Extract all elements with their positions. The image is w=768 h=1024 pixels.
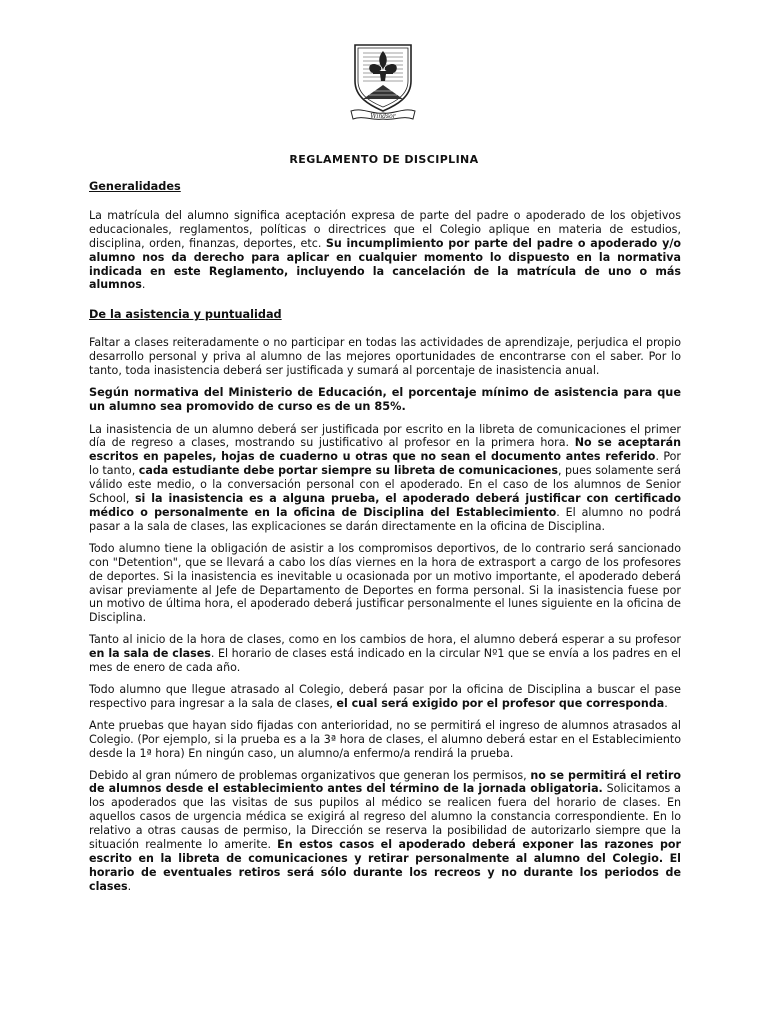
paragraph: [89, 633, 681, 675]
paragraph: [89, 542, 681, 625]
paragraph: [89, 423, 681, 534]
school-crest-logo: [343, 41, 423, 123]
bold-text-run: no se permitirá el retiro de alumnos desde el establecimiento antes del término de la jornada obligatoria.: [89, 768, 681, 796]
bold-text-run: cada estudiante debe portar siempre su libreta de comunicaciones: [138, 464, 558, 478]
text-run: La matrícula del alumno significa aceptación expresa de parte del padre o apoderado de los objetivos educacionales, reglamentos, políticas o directrices que el Colegio aplique en materia de estudios, disciplina, orden, finanzas, deportes, etc.: [89, 208, 681, 250]
section-heading: De la asistencia y puntualidad: [89, 308, 282, 322]
text-run: La inasistencia de un alumno deberá ser justificada por escrito en la libreta de comunicaciones el primer día de regreso a clases, mostrando su justificativo al profesor en la primera hora.: [89, 422, 681, 450]
bold-text-run: No se aceptarán escritos en papeles, hojas de cuaderno u otras que no sean el documento antes referido: [89, 436, 681, 464]
text-run: .: [127, 879, 132, 893]
paragraph: [89, 386, 681, 415]
bold-text-run: Según normativa del Ministerio de Educación, el porcentaje mínimo de asistencia para que un alumno sea promovido de curso es de un 85%.: [89, 385, 681, 414]
text-run: Todo alumno tiene la obligación de asistir a los compromisos deportivos, de lo contrario será sancionado con "Detention", que se llevará a cabo los días viernes en la hora de extrasport a cargo de los profesores de deportes. Si la inasistencia es inevitable u ocasionada por un motivo importante, el apoderado deberá avisar previamente al Jefe de Departamento de Deportes en forma personal. Si la inasistencia fuese por un motivo de última hora, el apoderado deberá justificar personalmente el lunes siguiente en la oficina de Disciplina.: [89, 541, 681, 625]
bold-text-run: el cual será exigido por el profesor que corresponda: [336, 696, 665, 710]
section-heading: Generalidades: [89, 180, 181, 193]
text-run: Todo alumno que llegue atrasado al Colegio, deberá pasar por la oficina de Disciplina a buscar el pase respectivo para ingresar a la sala de clases,: [89, 682, 681, 710]
paragraph: [89, 769, 681, 894]
paragraph: [89, 719, 681, 761]
crest-motto: Windsor: [370, 113, 396, 120]
paragraph: [89, 683, 681, 711]
text-run: Debido al gran número de problemas organizativos que generan los permisos,: [89, 768, 531, 782]
text-run: Tanto al inicio de la hora de clases, como en los cambios de hora, el alumno deberá esperar a su profesor: [89, 633, 681, 647]
text-run: Faltar a clases reiteradamente o no participar en todas las actividades de aprendizaje, perjudica el propio desarrollo personal y priva al alumno de las mejores oportunidades de encontrarse con el saber. Por lo tanto, toda inasistencia deberá ser justificada y sumará al porcentaje de inasistencia anual.: [89, 336, 681, 378]
paragraph: [89, 209, 681, 292]
text-run: , pues solamente será válido este medio, o la conversación personal con el apoderado. En el caso de los alumnos de Senior School,: [89, 464, 681, 506]
text-run: .: [664, 696, 668, 710]
text-run: Ante pruebas que hayan sido fijadas con anterioridad, no se permitirá el ingreso de alumnos atrasados al Colegio. (Por ejemplo, si la prueba es a la 3ª hora de clases, el alumno deberá estar en el Establecimiento desde la 1ª hora) En ningún caso, un alumno/a enfermo/a rendirá la prueba.: [89, 718, 681, 760]
document-title: REGLAMENTO DE DISCIPLINA: [289, 153, 479, 166]
text-run: Solicitamos a los apoderados que las visitas de sus pupilos al médico se realicen fuera del horario de clases. En aquellos casos de urgencia médica se exigirá al regreso del alumno la constancia correspondiente. En lo relativo a otras causas de permiso, la Dirección se reserva la posibilidad de autorizarlo siempre que la situación realmente lo amerite.: [89, 782, 681, 852]
text-run: . Por lo tanto,: [89, 450, 681, 478]
paragraph: [89, 336, 681, 378]
bold-text-run: Su incumplimiento por parte del padre o apoderado y/o alumno nos da derecho para aplicar en cualquier momento lo dispuesto en la normativa indicada en este Reglamento, incluyendo la cancelación de la matrícula de uno o más alumnos: [89, 236, 681, 292]
document-body: [89, 180, 681, 902]
bold-text-run: En estos casos el apoderado deberá exponer las razones por escrito en la libreta de comunicaciones y retirar personalmente al alumno del Colegio. El horario de eventuales retiros será sólo durante los recreos y no durante los periodos de clases: [89, 838, 681, 893]
bold-text-run: en la sala de clases: [89, 647, 211, 661]
text-run: .: [141, 278, 146, 292]
text-run: . El alumno no podrá pasar a la sala de clases, las explicaciones se darán directamente en la oficina de Disciplina.: [89, 506, 681, 533]
bold-text-run: si la inasistencia es a alguna prueba, el apoderado deberá justificar con certificado médico o personalmente en la oficina de Disciplina del Establecimiento: [89, 492, 681, 519]
text-run: . El horario de clases está indicado en la circular Nº1 que se envía a los padres en el mes de enero de cada año.: [89, 647, 681, 675]
